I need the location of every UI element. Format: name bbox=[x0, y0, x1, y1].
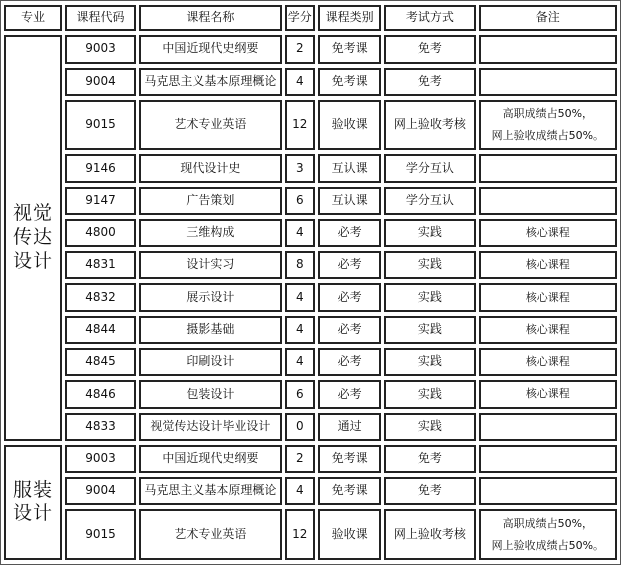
major-cell bbox=[4, 35, 62, 441]
credit-cell: 0 bbox=[285, 413, 316, 441]
note-line: 高职成绩占50%， bbox=[502, 107, 594, 121]
table-row bbox=[4, 380, 617, 408]
note-line: 网上验收成绩占50%。 bbox=[491, 129, 605, 143]
header-row bbox=[4, 5, 617, 31]
credit-cell: 8 bbox=[285, 251, 316, 279]
major-name-line: 设计 bbox=[12, 249, 53, 272]
table-row bbox=[4, 509, 617, 560]
credit-cell: 4 bbox=[285, 283, 316, 311]
course-category-cell: 必考 bbox=[318, 251, 381, 279]
note-line: 核心课程 bbox=[525, 258, 570, 272]
note-cell bbox=[479, 445, 617, 473]
credit-cell: 6 bbox=[285, 380, 316, 408]
exam-method-cell: 实践 bbox=[384, 413, 476, 441]
credit-cell: 4 bbox=[285, 348, 316, 376]
course-name-cell: 现代设计史 bbox=[139, 154, 281, 182]
note-cell bbox=[479, 380, 617, 408]
note-cell bbox=[479, 68, 617, 96]
course-name-cell: 中国近现代史纲要 bbox=[139, 445, 281, 473]
header-course-name: 课程名称 bbox=[139, 5, 281, 31]
course-code-cell: 9015 bbox=[65, 509, 136, 560]
credit-cell: 6 bbox=[285, 187, 316, 215]
major-cell bbox=[4, 445, 62, 560]
header-course-category: 课程类别 bbox=[318, 5, 381, 31]
course-category-cell: 必考 bbox=[318, 380, 381, 408]
note-cell bbox=[479, 154, 617, 182]
course-category-cell: 必考 bbox=[318, 283, 381, 311]
course-category-cell: 必考 bbox=[318, 348, 381, 376]
course-code-cell: 9004 bbox=[65, 68, 136, 96]
credit-cell: 4 bbox=[285, 68, 316, 96]
note-line: 高职成绩占50%， bbox=[502, 516, 594, 530]
course-name-cell: 印刷设计 bbox=[139, 348, 281, 376]
exam-method-cell: 网上验收考核 bbox=[384, 509, 476, 560]
exam-method-cell: 实践 bbox=[384, 251, 476, 279]
course-name-cell: 广告策划 bbox=[139, 187, 281, 215]
course-category-cell: 免考课 bbox=[318, 477, 381, 505]
course-name-cell: 中国近现代史纲要 bbox=[139, 35, 281, 63]
course-category-cell: 通过 bbox=[318, 413, 381, 441]
note-cell bbox=[479, 413, 617, 441]
exam-method-cell: 网上验收考核 bbox=[384, 100, 476, 151]
note-cell bbox=[479, 251, 617, 279]
table-row bbox=[4, 100, 617, 151]
note-line: 核心课程 bbox=[525, 290, 570, 304]
table-row bbox=[4, 283, 617, 311]
course-code-cell: 4831 bbox=[65, 251, 136, 279]
note-cell bbox=[479, 219, 617, 247]
note-cell bbox=[479, 35, 617, 63]
course-name-cell: 艺术专业英语 bbox=[139, 509, 281, 560]
course-code-cell: 4833 bbox=[65, 413, 136, 441]
note-line: 核心课程 bbox=[525, 226, 570, 240]
note-line: 核心课程 bbox=[525, 387, 570, 401]
exam-method-cell: 免考 bbox=[384, 445, 476, 473]
course-name-cell: 包装设计 bbox=[139, 380, 281, 408]
header-credit: 学分 bbox=[285, 5, 316, 31]
course-code-cell: 4846 bbox=[65, 380, 136, 408]
course-code-cell: 4845 bbox=[65, 348, 136, 376]
table-row bbox=[4, 348, 617, 376]
credit-cell: 3 bbox=[285, 154, 316, 182]
header-exam-method: 考试方式 bbox=[384, 5, 476, 31]
exam-method-cell: 学分互认 bbox=[384, 154, 476, 182]
course-code-cell: 4832 bbox=[65, 283, 136, 311]
major-name-line: 视觉 bbox=[12, 202, 53, 225]
course-code-cell: 9146 bbox=[65, 154, 136, 182]
course-name-cell: 马克思主义基本原理概论 bbox=[139, 68, 281, 96]
course-category-cell: 验收课 bbox=[318, 509, 381, 560]
credit-cell: 4 bbox=[285, 477, 316, 505]
note-cell bbox=[479, 316, 617, 344]
course-name-cell: 设计实习 bbox=[139, 251, 281, 279]
course-code-cell: 9003 bbox=[65, 35, 136, 63]
note-cell bbox=[479, 283, 617, 311]
course-category-cell: 免考课 bbox=[318, 35, 381, 63]
exam-method-cell: 免考 bbox=[384, 35, 476, 63]
note-line: 网上验收成绩占50%。 bbox=[491, 538, 605, 552]
table-row bbox=[4, 68, 617, 96]
course-code-cell: 4800 bbox=[65, 219, 136, 247]
course-category-cell: 免考课 bbox=[318, 68, 381, 96]
table-row bbox=[4, 445, 617, 473]
header-course-code: 课程代码 bbox=[65, 5, 136, 31]
course-name-cell: 马克思主义基本原理概论 bbox=[139, 477, 281, 505]
table-row bbox=[4, 477, 617, 505]
credit-cell: 2 bbox=[285, 35, 316, 63]
note-line: 核心课程 bbox=[525, 355, 570, 369]
table-row bbox=[4, 251, 617, 279]
credit-cell: 2 bbox=[285, 445, 316, 473]
course-name-cell: 艺术专业英语 bbox=[139, 100, 281, 151]
note-cell bbox=[479, 100, 617, 151]
course-name-cell: 三维构成 bbox=[139, 219, 281, 247]
exam-method-cell: 实践 bbox=[384, 283, 476, 311]
credit-cell: 12 bbox=[285, 509, 316, 560]
course-name-cell: 展示设计 bbox=[139, 283, 281, 311]
note-cell bbox=[479, 509, 617, 560]
note-cell bbox=[479, 348, 617, 376]
table-row bbox=[4, 35, 617, 63]
course-name-cell: 摄影基础 bbox=[139, 316, 281, 344]
course-name-cell: 视觉传达设计毕业设计 bbox=[139, 413, 281, 441]
credit-cell: 4 bbox=[285, 316, 316, 344]
course-category-cell: 必考 bbox=[318, 316, 381, 344]
course-category-cell: 互认课 bbox=[318, 154, 381, 182]
course-category-cell: 验收课 bbox=[318, 100, 381, 151]
exam-method-cell: 免考 bbox=[384, 477, 476, 505]
table-row bbox=[4, 316, 617, 344]
credit-cell: 4 bbox=[285, 219, 316, 247]
course-code-cell: 4844 bbox=[65, 316, 136, 344]
note-line: 核心课程 bbox=[525, 322, 570, 336]
note-cell bbox=[479, 477, 617, 505]
table-row bbox=[4, 154, 617, 182]
major-name-line: 服装 bbox=[12, 478, 53, 501]
table-row bbox=[4, 219, 617, 247]
course-code-cell: 9015 bbox=[65, 100, 136, 151]
course-code-cell: 9147 bbox=[65, 187, 136, 215]
exam-method-cell: 学分互认 bbox=[384, 187, 476, 215]
table-row bbox=[4, 413, 617, 441]
header-major: 专业 bbox=[4, 5, 62, 31]
major-name-line: 传达 bbox=[12, 226, 53, 249]
exam-method-cell: 实践 bbox=[384, 219, 476, 247]
exam-method-cell: 实践 bbox=[384, 316, 476, 344]
exam-method-cell: 实践 bbox=[384, 380, 476, 408]
course-category-cell: 必考 bbox=[318, 219, 381, 247]
course-code-cell: 9003 bbox=[65, 445, 136, 473]
note-cell bbox=[479, 187, 617, 215]
exam-method-cell: 免考 bbox=[384, 68, 476, 96]
credit-cell: 12 bbox=[285, 100, 316, 151]
major-name-line: 设计 bbox=[12, 502, 53, 525]
course-category-cell: 互认课 bbox=[318, 187, 381, 215]
exam-method-cell: 实践 bbox=[384, 348, 476, 376]
header-note: 备注 bbox=[479, 5, 617, 31]
table-row bbox=[4, 187, 617, 215]
course-code-cell: 9004 bbox=[65, 477, 136, 505]
course-category-cell: 免考课 bbox=[318, 445, 381, 473]
